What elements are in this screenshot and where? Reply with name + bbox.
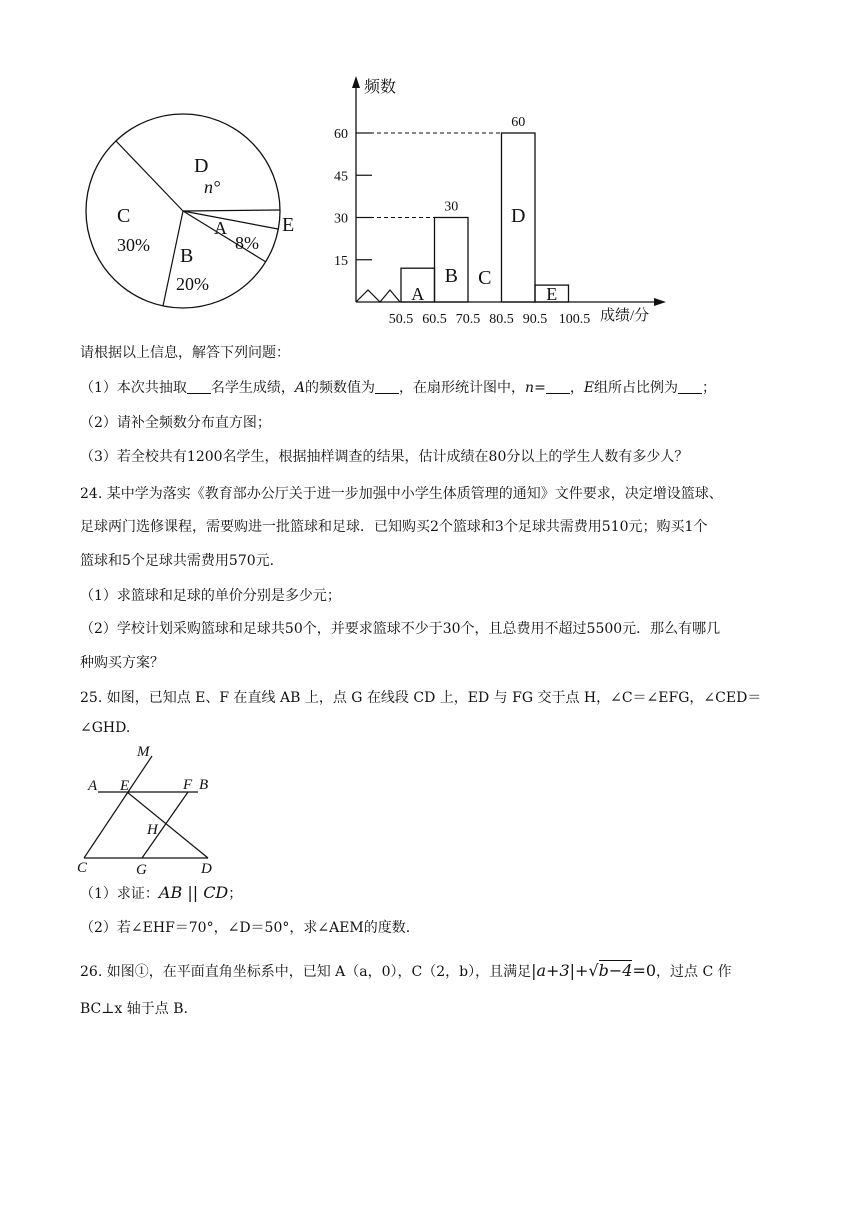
bar-label-a: A — [411, 284, 425, 304]
q1-part-c: 的频数值为 — [305, 380, 376, 396]
y-tick-label: 30 — [334, 211, 348, 227]
histogram — [334, 76, 666, 327]
q1-line — [80, 377, 716, 399]
q1-blank-ratio[interactable] — [678, 379, 702, 394]
bar-label-e: E — [546, 284, 558, 304]
pie-label-a-pct: 8% — [235, 233, 259, 253]
pie-label-b: B — [180, 245, 194, 267]
q1-blank-total[interactable] — [187, 379, 211, 394]
p25-q2: （2）若∠EHF＝70°，∠D＝50°，求∠AEM的度数. — [80, 920, 411, 936]
pie-label-c-pct: 30% — [117, 235, 150, 255]
geo-label-b: B — [199, 777, 209, 793]
x-axis-arrow — [654, 298, 666, 306]
geometry-figure — [70, 742, 230, 877]
q1-var-a: A — [294, 380, 306, 396]
pie-label-c: C — [117, 205, 131, 227]
data-label: 30 — [444, 199, 459, 215]
x-tick-label: 60.5 — [422, 312, 447, 327]
geo-label-c: C — [77, 860, 88, 876]
y-tick-label: 45 — [334, 169, 348, 185]
pie-label-e: E — [282, 214, 295, 236]
intro-line: 请根据以上信息，解答下列问题： — [80, 345, 290, 361]
p26-abs: |a+3| — [531, 961, 576, 980]
q2-line: （2）请补全频数分布直方图； — [80, 415, 271, 431]
q1-blank-n[interactable] — [546, 379, 570, 394]
line-ed — [127, 792, 208, 858]
line-cm — [84, 756, 152, 858]
p25-q1-prefix: （1）求证： — [80, 886, 159, 902]
p25-line-1: 25. 如图，已知点 E、F 在直线 AB 上，点 G 在线段 CD 上，ED 与 FG 交于点 H，∠C＝∠EFG，∠CED＝ — [80, 690, 762, 706]
x-tick-label: 50.5 — [388, 312, 414, 327]
p24-line-3: 篮球和5个足球共需费用570元. — [80, 553, 275, 569]
p26-text-b: ，过点 C 作 — [656, 964, 732, 980]
p26-eq: =0 — [632, 961, 657, 980]
q1-part-b: 名学生成绩， — [210, 380, 295, 396]
q1-part-g: 组所占比例为 — [594, 380, 679, 396]
geo-label-f: F — [183, 777, 193, 793]
p25-q1 — [80, 882, 242, 905]
p26-line-2: BC⊥x 轴于点 B. — [80, 1001, 188, 1017]
geo-label-d: D — [201, 861, 212, 877]
p24-q2a: （2）学校计划采购篮球和足球共50个，并要求篮球不少于30个，且总费用不超过5500元．那么有哪几 — [80, 621, 721, 637]
x-tick-label: 70.5 — [455, 312, 481, 327]
pie-chart — [86, 114, 294, 308]
axis-break — [356, 290, 400, 302]
geo-label-m: M — [137, 744, 150, 760]
p24-q2b: 种购买方案？ — [80, 655, 164, 671]
p25-q1-formula: AB || CD — [158, 883, 229, 902]
geo-label-a: A — [88, 778, 98, 794]
q1-part-a: （1）本次共抽取 — [80, 380, 187, 396]
p26-line-1: 26. 如图①，在平面直角坐标系中，已知 A（a，0），C（2，b），且满足|a+3|+√b−4=0，过点 C 作 — [80, 961, 732, 980]
p25-line-2: ∠GHD. — [80, 720, 131, 736]
x-axis-label: 成绩/分 — [600, 308, 650, 324]
y-axis-label: 频数 — [364, 79, 397, 96]
x-tick-label: 90.5 — [522, 312, 548, 327]
p26-sqrt: b−4 — [598, 961, 633, 980]
p24-line-2: 足球两门选修课程，需要购进一批篮球和足球．已知购买2个篮球和3个足球共需费用510元；购买1个 — [80, 519, 708, 535]
geo-label-h: H — [147, 822, 158, 838]
pie-label-d: D — [194, 155, 209, 177]
y-tick-label: 60 — [334, 127, 348, 142]
p25-q1-suffix: ； — [228, 886, 243, 902]
figures — [0, 0, 860, 340]
x-tick-label: 80.5 — [489, 312, 514, 327]
geo-label-e: E — [120, 778, 130, 794]
x-tick-label: 100.5 — [558, 312, 591, 327]
pie-label-a: A — [214, 218, 227, 238]
q1-var-n: n — [525, 380, 535, 396]
bar-label-b: B — [444, 265, 458, 287]
geo-label-g: G — [136, 862, 147, 877]
bar-b — [435, 218, 469, 303]
y-tick-label: 15 — [334, 253, 348, 269]
pie-label-b-pct: 20% — [176, 274, 209, 294]
bar-label-d: D — [511, 205, 526, 227]
q1-part-e: = — [534, 380, 546, 396]
bar-label-c: C — [478, 267, 492, 289]
q1-var-e: E — [583, 380, 595, 396]
q1-part-d: ，在扇形统计图中， — [399, 380, 526, 396]
q1-blank-freq[interactable] — [375, 379, 399, 394]
p24-line-1: 24. 某中学为落实《教育部办公厅关于进一步加强中小学生体质管理的通知》文件要求，决定增设篮球、 — [80, 486, 723, 502]
p26-text-a: 26. 如图①，在平面直角坐标系中，已知 A（a，0），C（2，b），且满足 — [80, 964, 532, 980]
y-axis-arrow — [352, 76, 360, 88]
q1-part-f: ， — [569, 380, 584, 396]
pie-label-n: n° — [204, 177, 221, 197]
q3-line: （3）若全校共有1200名学生，根据抽样调查的结果，估计成绩在80分以上的学生人数有多少人？ — [80, 449, 689, 465]
p24-q1: （1）求篮球和足球的单价分别是多少元； — [80, 588, 341, 604]
data-label: 60 — [511, 115, 526, 130]
p26-plus: + — [575, 961, 589, 980]
q1-part-h: ； — [702, 380, 717, 396]
